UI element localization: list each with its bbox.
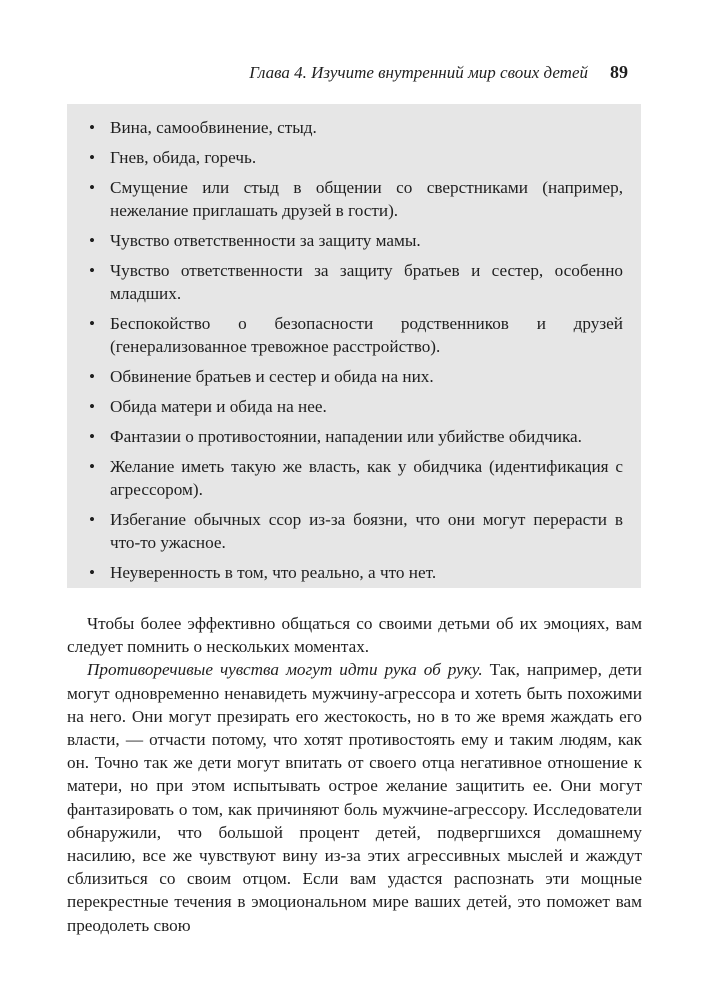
list-item-text: Беспокойство о безопасности родственников и друзей (генерализованное тревожное расстройство).	[110, 314, 623, 356]
list-item	[89, 425, 623, 448]
list-item	[89, 561, 623, 584]
list-item	[89, 116, 623, 139]
list-item	[89, 176, 623, 222]
paragraph-lead: Противоречивые чувства могут идти рука об руку.	[87, 660, 483, 680]
list-item-text: Избегание обычных ссор из-за боязни, что они могут перерасти в что-то ужасное.	[110, 510, 623, 552]
list-item-text: Чувство ответственности за защиту братьев и сестер, особенно младших.	[110, 261, 623, 303]
bullet-icon: •	[89, 261, 96, 280]
list-item-text: Фантазии о противостоянии, нападении или убийстве обидчика.	[110, 427, 582, 446]
emotions-list	[89, 116, 623, 584]
list-item-text: Неуверенность в том, что реально, а что нет.	[110, 563, 437, 582]
bullet-icon: •	[89, 510, 96, 529]
paragraph	[67, 658, 642, 936]
list-item	[89, 508, 623, 554]
bullet-icon: •	[89, 397, 96, 416]
list-item	[89, 455, 623, 501]
list-item	[89, 365, 623, 388]
list-item-text: Смущение или стыд в общении со сверстниками (например, нежелание приглашать друзей в гости).	[110, 178, 623, 220]
bullet-icon: •	[89, 427, 96, 446]
chapter-title: Глава 4. Изучите внутренний мир своих детей	[249, 63, 588, 82]
running-header	[80, 62, 628, 83]
bullet-icon: •	[89, 314, 96, 333]
bullet-icon: •	[89, 178, 96, 197]
list-item-text: Гнев, обида, горечь.	[110, 148, 257, 167]
list-item	[89, 146, 623, 169]
list-item	[89, 312, 623, 358]
bullet-icon: •	[89, 457, 96, 476]
paragraph-text: Так, например, дети могут одновременно ненавидеть мужчину-агрессора и хотеть быть похожими на него. Они могут презирать его жестокость, но в то же время жаждать его власти, — отчасти потому, что хотят противостоять ему и таким людям, как он. Точно так же дети могут впитать от своего отца негативное отношение к матери, но при этом испытывать острое желание защитить ее. Они могут фантазировать о том, как причиняют боль мужчине-агрессору. Исследователи обнаружили, что большой процент детей, подвергшихся домашнему насилию, все же чувствуют вину из-за этих агрессивных мыслей и жаждут сблизиться со своим отцом. Если вам удастся распознать эти мощные перекрестные течения в эмоциональном мире ваших детей, это поможет вам преодолеть свою	[67, 660, 643, 935]
body-text	[67, 612, 642, 937]
paragraph: Чтобы более эффективно общаться со своими детьми об их эмоциях, вам следует помнить о нескольких моментах.	[67, 614, 642, 657]
bullet-icon: •	[89, 563, 96, 582]
list-item-text: Вина, самообвинение, стыд.	[110, 118, 317, 137]
emotions-list-box	[67, 104, 641, 588]
list-item-text: Обвинение братьев и сестер и обида на них.	[110, 367, 434, 386]
list-item	[89, 229, 623, 252]
list-item-text: Желание иметь такую же власть, как у обидчика (идентификация с агрессором).	[110, 457, 623, 499]
bullet-icon: •	[89, 231, 96, 250]
list-item-text: Обида матери и обида на нее.	[110, 397, 327, 416]
list-item	[89, 395, 623, 418]
bullet-icon: •	[89, 148, 96, 167]
list-item-text: Чувство ответственности за защиту мамы.	[110, 231, 421, 250]
bullet-icon: •	[89, 367, 96, 386]
bullet-icon: •	[89, 118, 96, 137]
page-number: 89	[610, 62, 628, 82]
list-item	[89, 259, 623, 305]
